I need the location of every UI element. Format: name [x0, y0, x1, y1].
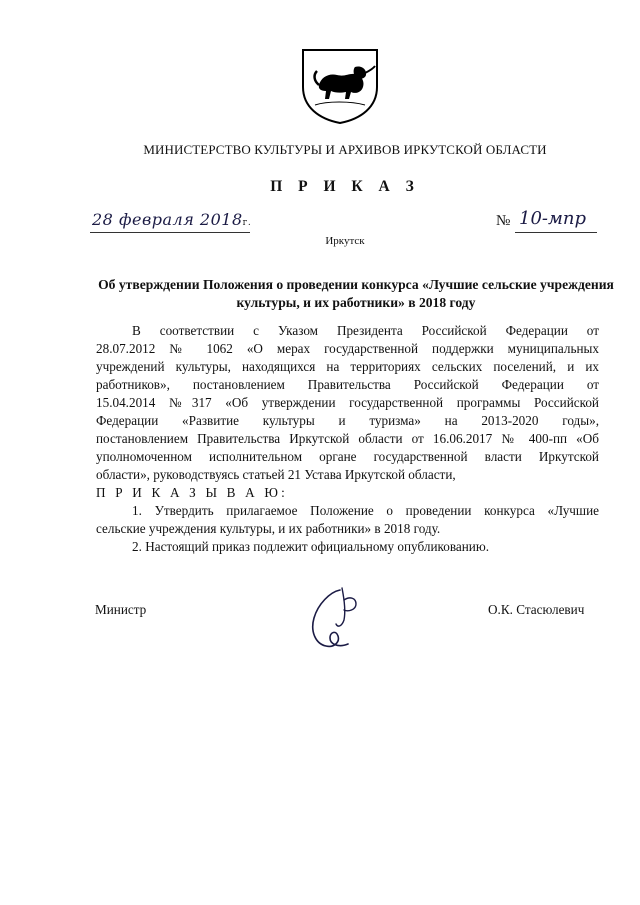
preamble-line: уполномоченном исполнительном органе государственной власти Иркутской [96, 449, 599, 464]
coat-of-arms-emblem [299, 47, 381, 125]
ministry-name: МИНИСТЕРСТВО КУЛЬТУРЫ И АРХИВОВ ИРКУТСКОЙ ОБЛАСТИ [143, 142, 547, 157]
order-body [96, 322, 599, 556]
order-title: Об утверждении Положения о проведении конкурса «Лучшие сельские учреждения культуры, и их работники» в 2018 году [98, 277, 614, 310]
order-item-1-line-2: сельские учреждения культуры, и их работники» в 2018 году. [96, 521, 441, 536]
date-year-suffix: г. [242, 218, 252, 228]
signatory-name: О.К. Стасюлевич [488, 602, 585, 617]
handwritten-signature [300, 582, 370, 654]
preamble-line: Федерации «Развитие культуры и туризма» на 2013-2020 годы», [96, 413, 599, 428]
preamble-line: постановлением Правительства Иркутской области от 16.06.2017 № 400-пп «Об [96, 431, 599, 446]
date-value: 28 февраля 2018 [92, 210, 243, 229]
preamble-line: работников», постановлением Правительства Российской Федерации от [96, 377, 599, 392]
order-item-2: 2. Настоящий приказ подлежит официальному опубликованию. [132, 539, 490, 554]
document-type-heading: П Р И К А З [270, 178, 420, 195]
handwritten-document-number: 10-мпр [519, 208, 587, 229]
number-label: № [496, 213, 511, 229]
preamble-line: В соответствии с Указом Президента Российской Федерации от [132, 323, 599, 338]
handwritten-date [92, 210, 251, 229]
order-item-1-line-1: 1. Утвердить прилагаемое Положение о проведении конкурса «Лучшие [132, 503, 599, 518]
preamble-line: учреждений культуры, находящихся на территориях сельских поселений, и их [96, 359, 599, 374]
signatory-title: Министр [95, 602, 147, 617]
preamble-line: области», руководствуясь статьей 21 Устава Иркутской области, [96, 467, 456, 482]
preamble-line: 15.04.2014 №317 «Об утверждении государственной программы Российской [96, 395, 599, 410]
order-item-1 [96, 502, 599, 538]
preamble-line: 28.07.2012 № 1062 «О мерах государственной поддержки муниципальных [96, 341, 599, 356]
city-name: Иркутск [325, 235, 365, 247]
order-directive-word: П Р И К А З Ы В А Ю: [96, 485, 289, 500]
